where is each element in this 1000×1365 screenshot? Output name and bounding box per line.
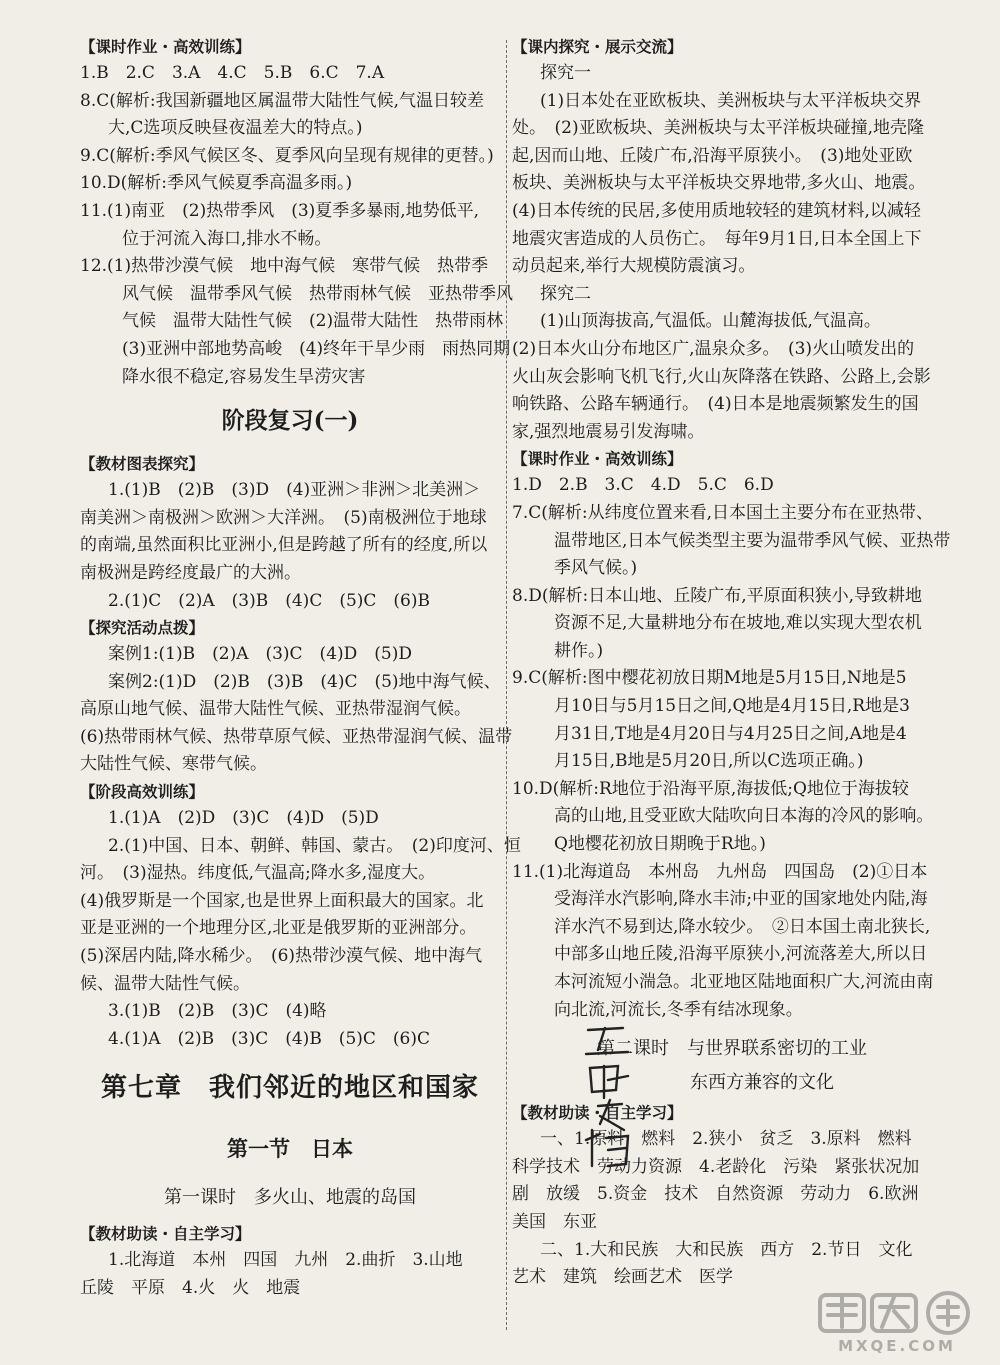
- text-line: 探究二: [540, 283, 591, 304]
- text-line: 11.(1)北海道岛 本州岛 九州岛 四国岛 (2)①日本: [512, 861, 928, 882]
- text-line: 3.(1)B (2)B (3)C (4)略: [108, 1001, 327, 1022]
- text-line: (1)山顶海拔高,气温低。山麓海拔低,气温高。: [540, 311, 881, 332]
- text-line: 7.C(解析:从纬度位置来看,日本国土主要分布在亚热带、: [512, 502, 933, 523]
- text-line: 受海洋水汽影响,降水丰沛;中亚的国家地处内陆,海: [554, 889, 928, 910]
- left-column: [80, 34, 521, 1303]
- text-line: 耕作。): [554, 640, 604, 661]
- text-line: 美国 东亚: [512, 1211, 597, 1232]
- text-line: 南极洲是跨经度最广的大洲。: [80, 562, 301, 583]
- text-line: 探究一: [540, 63, 591, 83]
- text-line: 南美洲＞南极洲＞欧洲＞大洋洲。 (5)南极洲位于地球: [80, 507, 487, 528]
- text-line: 火山灰会影响飞机飞行,火山灰降落在铁路、公路上,会影: [512, 366, 931, 387]
- text-line: (1)日本处在亚欧板块、美洲板块与太平洋板块交界: [540, 90, 922, 111]
- lesson-title: 第二课时 与世界联系密切的工业: [597, 1038, 867, 1060]
- text-line: 二、1.大和民族 大和民族 西方 2.节日 文化: [540, 1239, 913, 1260]
- section-header: 【课时作业・高效训练】: [512, 450, 683, 469]
- watermark-url: MXQE.COM: [838, 1337, 956, 1355]
- section-title: 第一节 日本: [227, 1136, 353, 1162]
- text-line: 一、1.原料 燃料 2.狭小 贫乏 3.原料 燃料: [540, 1129, 912, 1150]
- text-line: 动员起来,举行大规模防震演习。: [512, 256, 756, 277]
- text-line: 温带地区,日本气候类型主要为温带季风气候、亚热带: [554, 530, 951, 551]
- text-line: 1.(1)B (2)B (3)D (4)亚洲＞非洲＞北美洲＞: [108, 480, 481, 501]
- chapter-title: 第七章 我们邻近的地区和国家: [100, 1073, 479, 1104]
- text-line: 1.(1)A (2)D (3)C (4)D (5)D: [108, 808, 379, 829]
- text-line: 降水很不稳定,容易发生旱涝灾害: [122, 366, 366, 387]
- text-line: 气候 温带大陆性气候 (2)温带大陆性 热带雨林: [122, 311, 504, 332]
- right-column: [512, 34, 952, 1292]
- text-line: 的南端,虽然面积比亚洲小,但是跨越了所有的经度,所以: [80, 535, 488, 556]
- text-line: 12.(1)热带沙漠气候 地中海气候 寒带气候 热带季: [80, 256, 489, 277]
- text-line: 案例2:(1)D (2)B (3)B (4)C (5)地中海气候、: [108, 671, 501, 692]
- column-divider: [506, 40, 507, 1330]
- text-line: 案例1:(1)B (2)A (3)C (4)D (5)D: [108, 644, 412, 665]
- text-line: 8.D(解析:日本山地、丘陵广布,平原面积狭小,导致耕地: [512, 585, 923, 606]
- text-line: 月31日,T地是4月20日与4月25日之间,A地是4: [554, 723, 907, 744]
- text-line: 本河流短小湍急。北亚地区陆地面积广大,河流由南: [554, 972, 934, 992]
- text-line: 丘陵 平原 4.火 火 地震: [80, 1278, 301, 1298]
- text-line: 处。 (2)亚欧板块、美洲板块与太平洋板块碰撞,地壳隆: [512, 118, 924, 139]
- text-line: Q地樱花初放日期晚于R地。): [554, 834, 766, 855]
- text-line: 季风气候。): [554, 558, 638, 579]
- text-line: 10.D(解析:季风气候夏季高温多雨。): [80, 173, 353, 194]
- text-line: 响铁路、公路车辆通行。 (4)日本是地震频繁发生的国: [512, 394, 919, 415]
- section-header: 【探究活动点拨】: [80, 619, 205, 638]
- text-line: 亚是亚洲的一个地理分区,北亚是俄罗斯的亚洲部分。: [80, 918, 477, 939]
- text-line: 10.D(解析:R地位于沿海平原,海拔低;Q地位于海拔较: [512, 778, 909, 799]
- text-line: 9.C(解析:图中樱花初放日期M地是5月15日,N地是5: [512, 668, 907, 689]
- text-line: 地震灾害造成的人员伤亡。 每年9月1日,日本全国上下: [512, 228, 922, 249]
- text-line: 高的山地,且受亚欧大陆吹向日本海的冷风的影响。: [554, 806, 934, 827]
- section-header: 【教材助读・自主学习】: [512, 1104, 683, 1123]
- section-header: 【阶段高效训练】: [80, 783, 205, 802]
- section-header: 【课内探究・展示交流】: [512, 38, 683, 56]
- section-header: 【教材图表探究】: [80, 455, 205, 474]
- section-header: 【课时作业・高效训练】: [80, 38, 251, 56]
- text-line: (2)日本火山分布地区广,温泉众多。 (3)火山喷发出的: [512, 338, 915, 359]
- text-line: 4.(1)A (2)B (3)C (4)B (5)C (6)C: [108, 1028, 430, 1049]
- text-line: (6)热带雨林气候、热带草原气候、亚热带湿润气候、温带: [80, 726, 513, 747]
- text-line: 板块、美洲板块与太平洋板块交界地带,多火山、地震。: [512, 173, 926, 194]
- text-line: (3)亚洲中部地势高峻 (4)终年干旱少雨 雨热同期: [122, 338, 511, 359]
- text-line: 月15日,B地是5月20日,所以C选项正确。): [554, 751, 864, 772]
- text-line: 1.B 2.C 3.A 4.C 5.B 6.C 7.A: [80, 63, 385, 83]
- text-line: 中部多山地丘陵,沿海平原狭小,河流落差大,所以日: [554, 944, 928, 965]
- text-line: (4)日本传统的民居,多使用质地较轻的建筑材料,以减轻: [512, 200, 921, 221]
- text-line: 月10日与5月15日之间,Q地是4月15日,R地是3: [554, 696, 910, 717]
- text-line: 位于河流入海口,排水不畅。: [122, 228, 332, 249]
- text-line: 洋水汽不易到达,降水较少。 ②日本国土南北狭长,: [554, 916, 931, 937]
- text-line: 1.北海道 本州 四国 九州 2.曲折 3.山地: [108, 1250, 463, 1271]
- text-line: 大陆性气候、寒带气候。: [80, 754, 267, 775]
- text-line: 风气候 温带季风气候 热带雨林气候 亚热带季风: [122, 283, 513, 304]
- text-line: 剧 放缓 5.资金 技术 自然资源 劳动力 6.欧洲: [512, 1184, 919, 1205]
- review-title: 阶段复习(一): [221, 407, 359, 435]
- text-line: (5)深居内陆,降水稀少。 (6)热带沙漠气候、地中海气: [80, 946, 483, 967]
- text-line: 11.(1)南亚 (2)热带季风 (3)夏季多暴雨,地势低平,: [80, 200, 480, 221]
- text-line: 向北流,河流长,冬季有结冰现象。: [554, 999, 803, 1020]
- text-line: 科学技术 劳动力资源 4.老龄化 污染 紧张状况加: [512, 1156, 920, 1177]
- text-line: 家,强烈地震易引发海啸。: [512, 421, 705, 442]
- text-line: 8.C(解析:我国新疆地区属温带大陆性气候,气温日较差: [80, 90, 484, 111]
- lesson-subtitle: 东西方兼容的文化: [690, 1072, 834, 1094]
- text-line: 2.(1)C (2)A (3)B (4)C (5)C (6)B: [108, 590, 430, 611]
- watermark-logo: [812, 1287, 982, 1357]
- lesson-title: 第一课时 多火山、地震的岛国: [164, 1187, 416, 1209]
- text-line: 艺术 建筑 绘画艺术 医学: [512, 1267, 733, 1288]
- text-line: (4)俄罗斯是一个国家,也是世界上面积最大的国家。北: [80, 890, 484, 911]
- text-line: 起,因而山地、丘陵广布,沿海平原狭小。 (3)地处亚欧: [512, 145, 913, 166]
- text-line: 资源不足,大量耕地分布在坡地,难以实现大型农机: [554, 613, 922, 634]
- section-header: 【教材助读・自主学习】: [80, 1225, 251, 1244]
- text-line: 高原山地气候、温带大陆性气候、亚热带湿润气候。: [80, 699, 471, 720]
- text-line: 候、温带大陆性气候。: [80, 973, 250, 994]
- text-line: 河。 (3)湿热。纬度低,气温高;降水多,湿度大。: [80, 863, 436, 884]
- text-line: 2.(1)中国、日本、朝鲜、韩国、蒙古。 (2)印度河、恒: [108, 835, 521, 856]
- text-line: 9.C(解析:季风气候区冬、夏季风向呈现有规律的更替。): [80, 145, 494, 166]
- text-line: 1.D 2.B 3.C 4.D 5.C 6.D: [512, 475, 774, 496]
- text-line: 大,C选项反映昼夜温差大的特点。): [108, 118, 363, 139]
